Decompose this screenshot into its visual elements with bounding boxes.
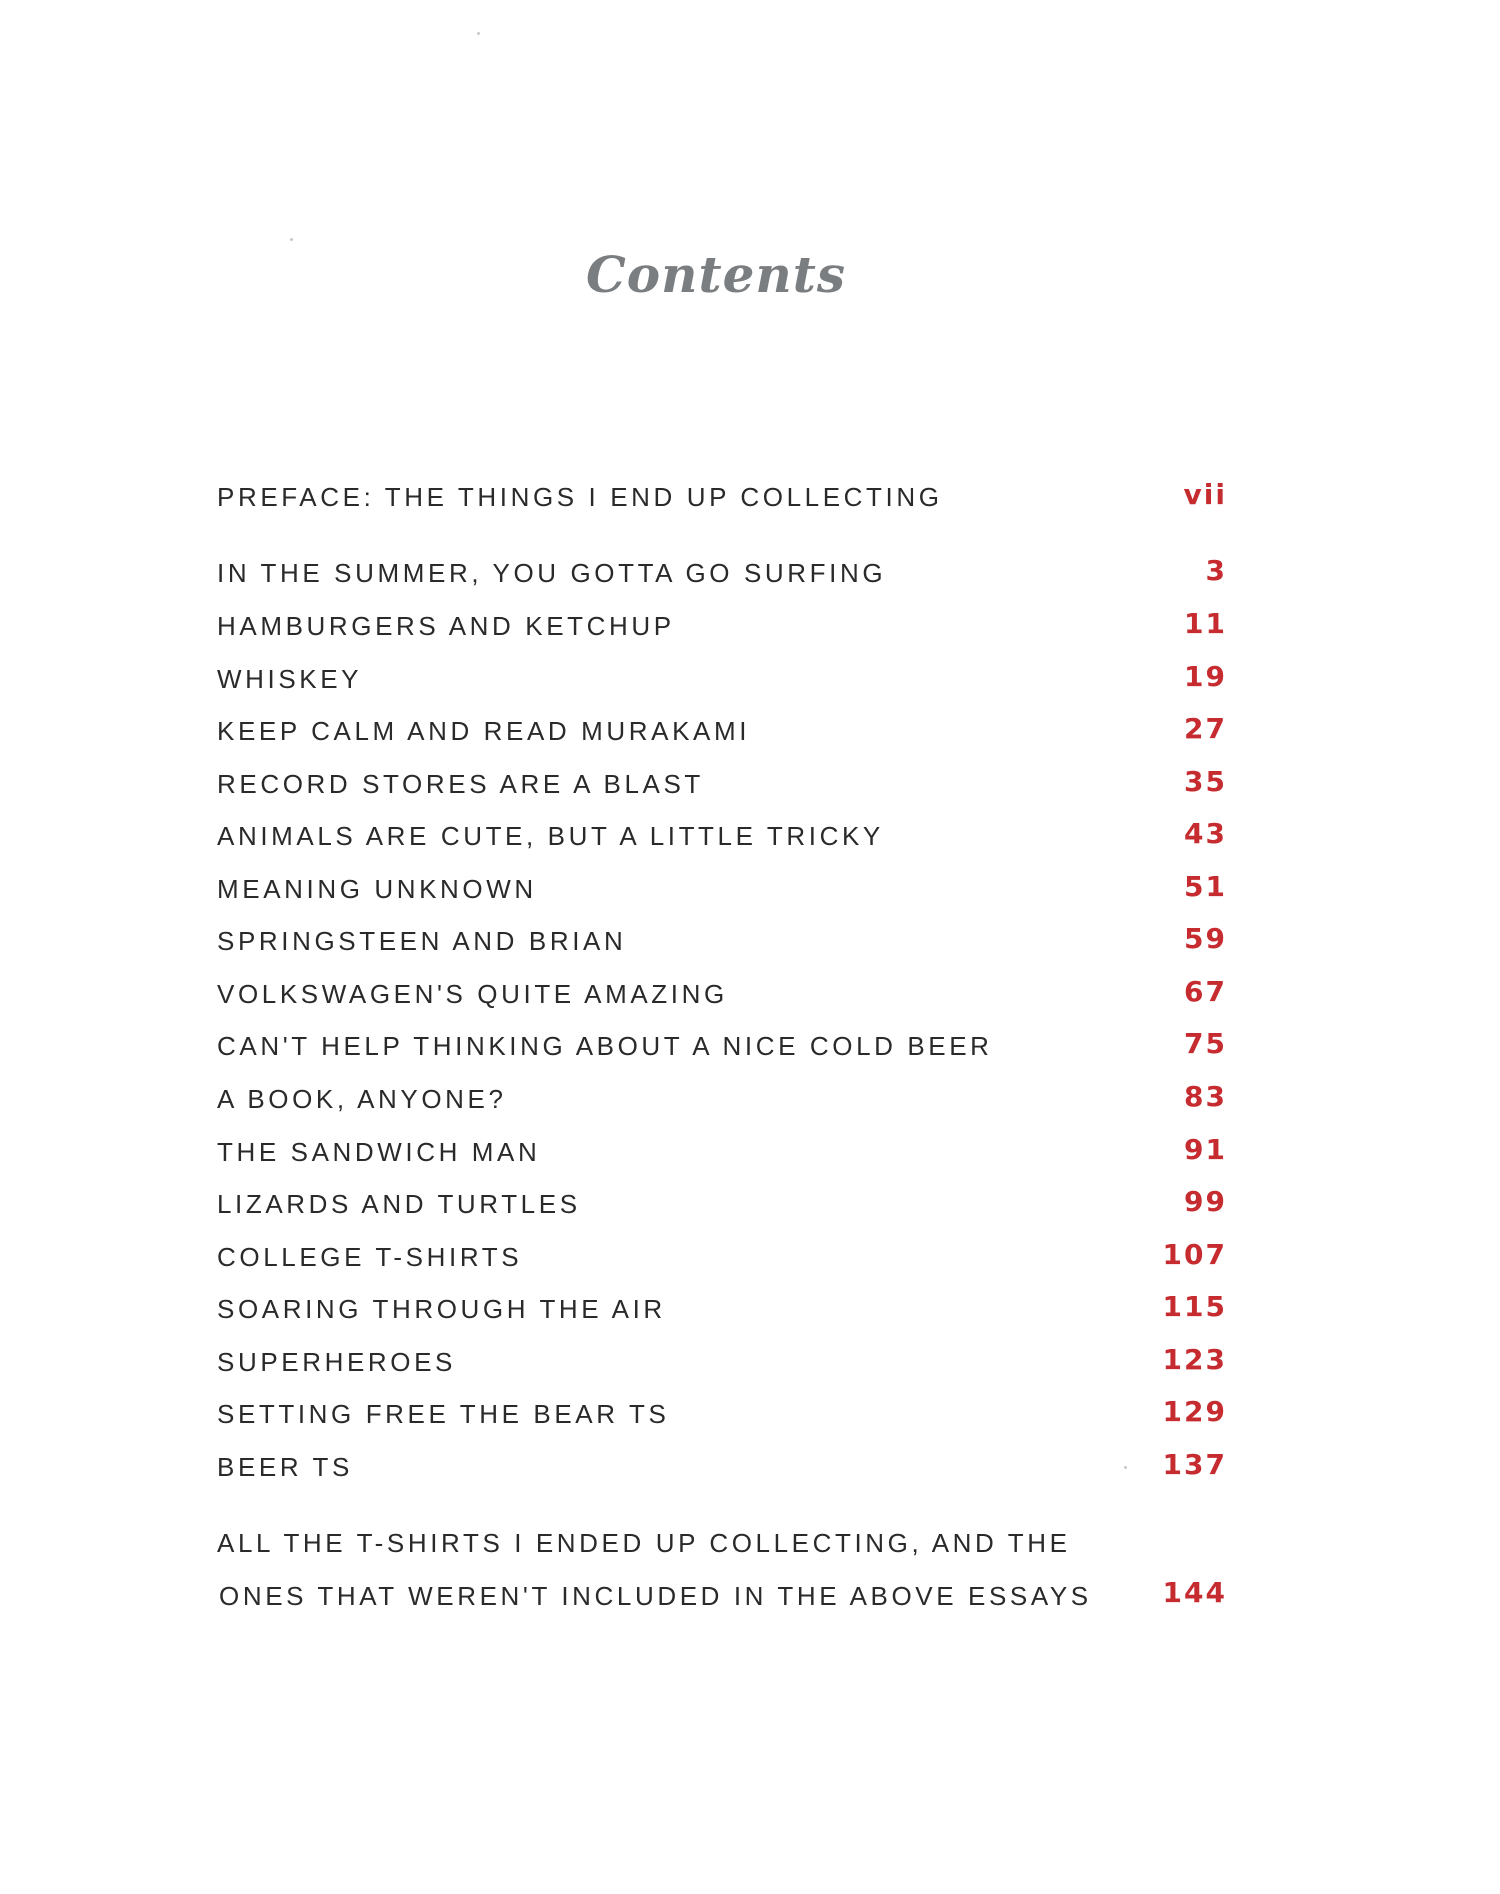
toc-entry-label: SPRINGSTEEN AND BRIAN <box>217 926 627 956</box>
toc-entry-page: 3 <box>1205 554 1227 587</box>
toc-entry <box>217 765 1227 809</box>
toc-entry-label: IN THE SUMMER, YOU GOTTA GO SURFING <box>217 558 887 588</box>
toc-entry-page: 91 <box>1184 1133 1227 1166</box>
toc-entry-label: PREFACE: THE THINGS I END UP COLLECTING <box>217 482 943 512</box>
toc-entry-label: BEER TS <box>217 1452 353 1482</box>
toc-entry <box>217 1343 1227 1387</box>
toc-entry <box>217 1448 1227 1492</box>
toc-entry-page: 43 <box>1184 817 1227 850</box>
toc-entry-label: LIZARDS AND TURTLES <box>217 1189 581 1219</box>
toc-entry-page: 67 <box>1184 975 1227 1008</box>
toc-entry <box>217 712 1227 756</box>
toc-entry-label: SETTING FREE THE BEAR TS <box>217 1399 670 1429</box>
toc-entry <box>217 1027 1227 1071</box>
toc-entry-page: 19 <box>1184 660 1227 693</box>
toc-entry-label: WHISKEY <box>217 664 363 694</box>
toc-entry-page: vii <box>1183 478 1227 511</box>
paper-speck <box>290 238 293 241</box>
toc-entry <box>217 1238 1227 1282</box>
toc-entry <box>217 975 1227 1019</box>
contents-title: Contents <box>585 245 846 304</box>
toc-entry <box>217 870 1227 914</box>
toc-entry-label: ANIMALS ARE CUTE, BUT A LITTLE TRICKY <box>217 821 884 851</box>
toc-entry <box>217 1133 1227 1177</box>
toc-entry-page: 35 <box>1184 765 1227 798</box>
toc-entry-label: CAN'T HELP THINKING ABOUT A NICE COLD BEER <box>217 1031 993 1061</box>
toc-final-entry-line1: ALL THE T-SHIRTS I ENDED UP COLLECTING, AND THE <box>217 1528 1071 1558</box>
toc-entry-page: 123 <box>1162 1343 1227 1376</box>
toc-final-entry <box>217 1528 1227 1638</box>
toc-entry-page: 51 <box>1184 870 1227 903</box>
paper-speck <box>477 32 480 35</box>
toc-entry-label: SOARING THROUGH THE AIR <box>217 1294 666 1324</box>
toc-entry-label: RECORD STORES ARE A BLAST <box>217 769 704 799</box>
toc-entry <box>217 817 1227 861</box>
toc-entry <box>217 554 1227 598</box>
toc-entry-page: 129 <box>1162 1395 1227 1428</box>
toc-entry-page: 107 <box>1162 1238 1227 1271</box>
toc-entry <box>217 922 1227 966</box>
toc-entry-page: 115 <box>1162 1290 1227 1323</box>
toc-entry-label: MEANING UNKNOWN <box>217 874 537 904</box>
toc-entry-label: VOLKSWAGEN'S QUITE AMAZING <box>217 979 728 1009</box>
toc-entry <box>217 1080 1227 1124</box>
toc-entry <box>217 1290 1227 1334</box>
toc-entry-label: SUPERHEROES <box>217 1347 456 1377</box>
toc-entry <box>217 660 1227 704</box>
toc-entry <box>217 607 1227 651</box>
toc-entry <box>217 478 1227 522</box>
toc-entry <box>217 1185 1227 1229</box>
toc-entry-page: 27 <box>1184 712 1227 745</box>
toc-entry-page: 83 <box>1184 1080 1227 1113</box>
toc-entry-label: HAMBURGERS AND KETCHUP <box>217 611 675 641</box>
toc-entry-label: KEEP CALM AND READ MURAKAMI <box>217 716 751 746</box>
toc-final-entry-page: 144 <box>1162 1576 1227 1609</box>
toc-entry-page: 137 <box>1162 1448 1227 1481</box>
paper-speck <box>1124 1466 1127 1469</box>
toc-final-entry-line2: ONES THAT WEREN'T INCLUDED IN THE ABOVE ESSAYS <box>219 1581 1092 1611</box>
toc-entry-page: 59 <box>1184 922 1227 955</box>
toc-entry-label: THE SANDWICH MAN <box>217 1137 541 1167</box>
toc-entry-page: 75 <box>1184 1027 1227 1060</box>
toc-entry-label: COLLEGE T-SHIRTS <box>217 1242 523 1272</box>
toc-entry-page: 11 <box>1184 607 1227 640</box>
toc-entry-page: 99 <box>1184 1185 1227 1218</box>
toc-entry-label: A BOOK, ANYONE? <box>217 1084 507 1114</box>
toc-entry <box>217 1395 1227 1439</box>
